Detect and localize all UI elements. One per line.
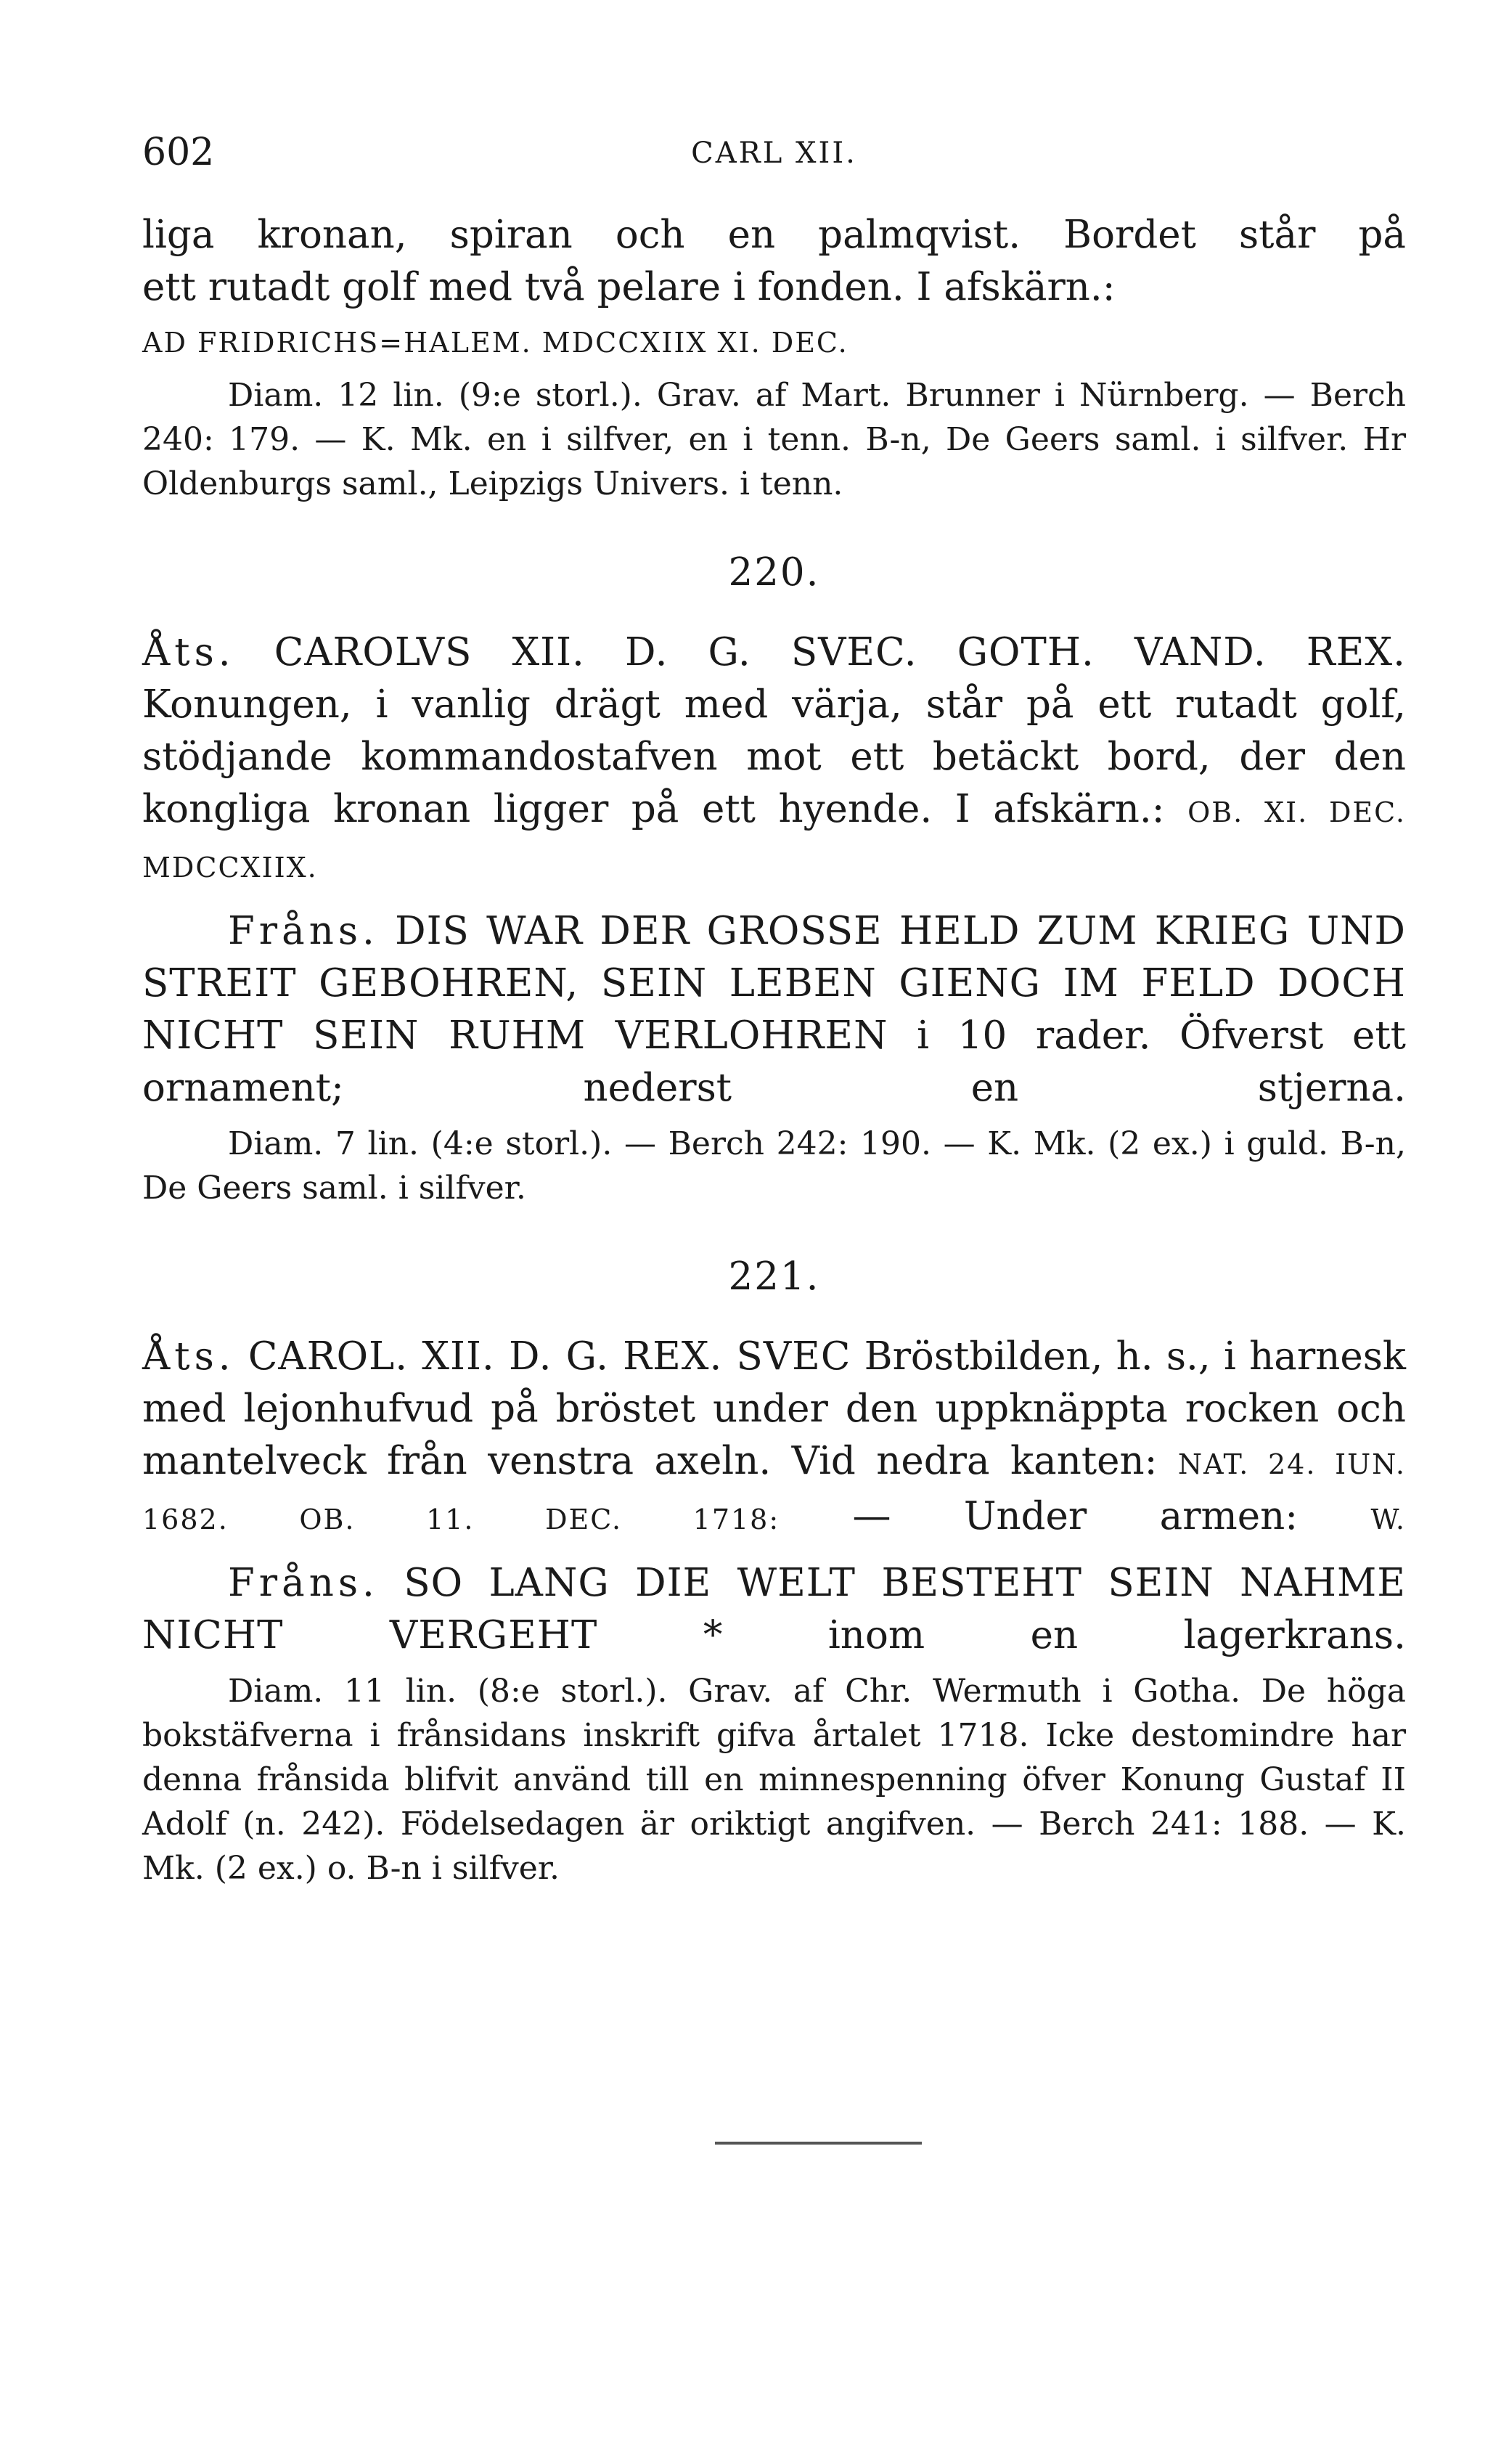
entry-221 bbox=[142, 1251, 1406, 1890]
obverse-legend: CAROL. XII. D. G. REX. SVEC bbox=[248, 1334, 851, 1379]
exergue-legend: OB. XI. DEC. MDCCXIIX. bbox=[142, 796, 1406, 884]
entry-number: 220. bbox=[728, 550, 820, 595]
reverse-text: i 10 rader. Öfverst ett ornament; nederst en stjerna. bbox=[142, 1013, 1406, 1110]
reverse-description bbox=[142, 1557, 1406, 1662]
page-content bbox=[142, 209, 1406, 1890]
medal-note: Diam. 7 lin. (4:e storl.). — Berch 242: 190. — K. Mk. (2 ex.) i guld. B-n, De Geers saml. i silfver. bbox=[142, 1125, 1406, 1207]
entry-219-continuation bbox=[142, 209, 1406, 506]
reverse-legend: SO LANG DIE WELT BESTEHT SEIN NAHME NICHT VERGEHT bbox=[142, 1561, 1406, 1657]
entry-description bbox=[142, 627, 1406, 894]
medal-note: Diam. 11 lin. (8:e storl.). Grav. af Chr. Wermuth i Gotha. De höga bokstäfverna i frånsidans inskrift gifva årtalet 1718. Icke destomindre har denna frånsida blifvit använd till en minnespenning öfver Konung Gustaf II Adolf (n. 242). Födelsedagen är oriktigt angifven. — Berch 241: 188. — K. Mk. (2 ex.) o. B-n i silfver. bbox=[142, 1673, 1406, 1887]
obverse-label: Åts. bbox=[142, 630, 235, 674]
obverse-description: Bröstbilden, h. s., i harnesk med lejonhufvud på bröstet under den uppknäppta rocken och mantelveck från venstra axeln. Vid nedra kanten: bbox=[142, 1334, 1407, 1483]
continuation-line-1: liga kronan, spiran och en palmqvist. Bordet står på bbox=[142, 213, 1406, 257]
entry-number: 221. bbox=[728, 1255, 820, 1299]
star-mark: * bbox=[703, 1613, 723, 1657]
exergue-legend: AD FRIDRICHS=HALEM. MDCCXIIX XI. DEC. bbox=[142, 327, 848, 359]
running-head: CARL XII. bbox=[691, 136, 857, 170]
entry-description bbox=[142, 1331, 1406, 1546]
reverse-description bbox=[142, 905, 1406, 1114]
page-header bbox=[142, 131, 1406, 189]
obverse-label: Åts. bbox=[142, 1334, 235, 1379]
page-number: 602 bbox=[142, 131, 215, 174]
continuation-line-2 bbox=[142, 261, 1406, 314]
reverse-label: Fråns. bbox=[228, 909, 379, 953]
reverse-legend: DIS WAR DER GROSSE HELD ZUM KRIEG UND STREIT GEBOHREN, SEIN LEBEN GIENG IM FELD DOCH NICHT SEIN RUHM VERLOHREN bbox=[142, 909, 1406, 1058]
continuation-text: ett rutadt golf med två pelare i fonden. I afskärn.: bbox=[142, 265, 1116, 309]
under-arm-mark: W. bbox=[1370, 1504, 1406, 1535]
edge-legend: NAT. 24. IUN. 1682. OB. 11. DEC. 1718: bbox=[142, 1448, 1406, 1535]
reverse-label: Fråns. bbox=[228, 1561, 379, 1605]
obverse-description: Konungen, i vanlig drägt med värja, står på ett rutadt golf, stödjande kommandostafven mot ett betäckt bord, der den kongliga kronan ligger på ett hyende. I afskärn.: bbox=[142, 682, 1406, 831]
medal-note: Diam. 12 lin. (9:e storl.). Grav. af Mart. Brunner i Nürnberg. — Berch 240: 179. — K. Mk. en i silfver, en i tenn. B-n, De Geers saml. i silfver. Hr Oldenburgs saml., Leipzigs Univers. i tenn. bbox=[142, 377, 1406, 502]
entry-220 bbox=[142, 547, 1406, 1210]
end-rule bbox=[715, 2142, 922, 2145]
exergue-line bbox=[142, 314, 1406, 369]
reverse-text: inom en lagerkrans. bbox=[827, 1613, 1406, 1657]
obverse-legend: CAROLVS XII. D. G. SVEC. GOTH. VAND. REX. bbox=[274, 630, 1406, 674]
under-arm-text: — Under armen: bbox=[852, 1494, 1299, 1538]
